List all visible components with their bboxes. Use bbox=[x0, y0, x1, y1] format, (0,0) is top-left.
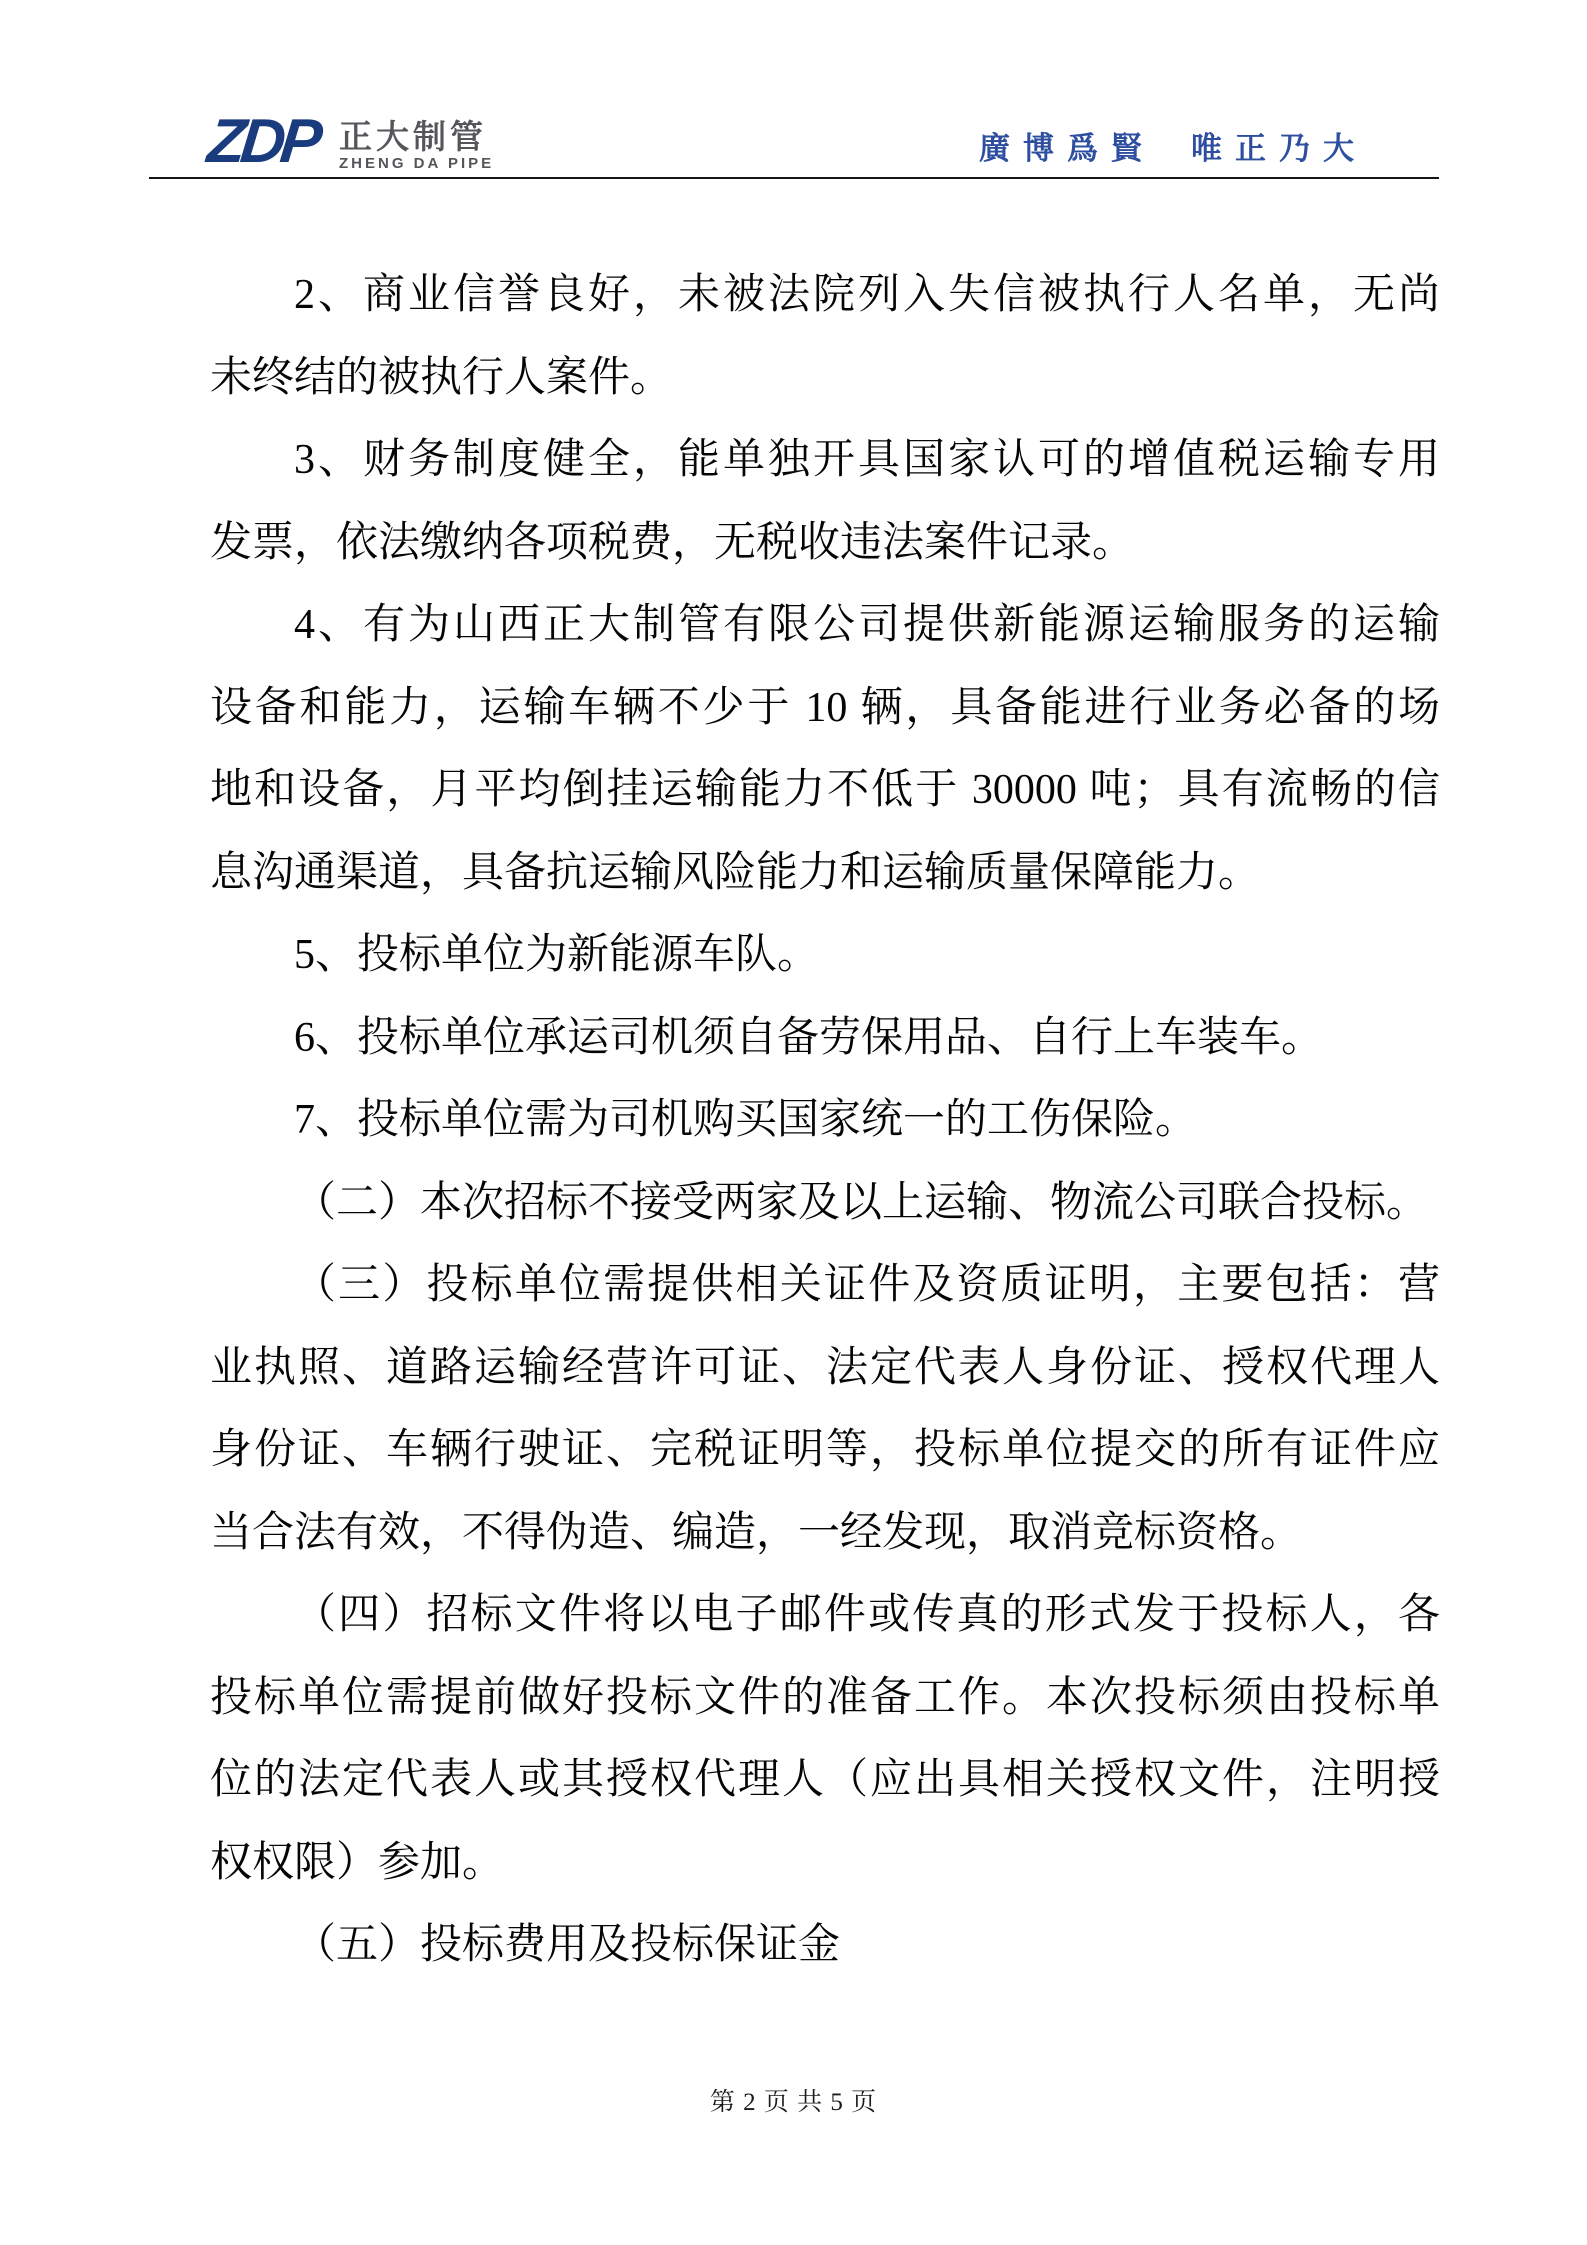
page-footer bbox=[0, 2082, 1587, 2118]
document-line: 2、商业信誉良好，未被法院列入失信被执行人名单，无尚 bbox=[294, 272, 1440, 318]
document-line: 发票，依法缴纳各项税费，无税收违法案件记录。 bbox=[210, 519, 1135, 566]
document-line: 未终结的被执行人案件。 bbox=[210, 354, 673, 401]
document-line: 权权限）参加。 bbox=[210, 1839, 505, 1886]
document-line: （三）投标单位需提供相关证件及资质证明，主要包括：营 bbox=[294, 1262, 1440, 1308]
document-line: 6、投标单位承运司机须自备劳保用品、自行上车装车。 bbox=[294, 1014, 1324, 1061]
document-line: （五）投标费用及投标保证金 bbox=[294, 1922, 841, 1968]
page-number-label: 第 2 页 共 5 页 bbox=[709, 2089, 878, 2116]
header-divider-line bbox=[149, 177, 1439, 179]
document-line: 3、财务制度健全，能单独开具国家认可的增值税运输专用 bbox=[294, 437, 1440, 483]
document-line: 身份证、车辆行驶证、完税证明等，投标单位提交的所有证件应 bbox=[210, 1427, 1440, 1473]
company-slogan bbox=[979, 132, 1367, 166]
document-line: 位的法定代表人或其授权代理人（应出具相关授权文件，注明授 bbox=[210, 1757, 1440, 1803]
logo-company-name-cn: 正大制管 bbox=[339, 118, 487, 155]
logo-company-name-en: ZHENG DA PIPE bbox=[339, 155, 495, 172]
document-line: 息沟通渠道，具备抗运输风险能力和运输质量保障能力。 bbox=[210, 849, 1261, 896]
document-line: 4、有为山西正大制管有限公司提供新能源运输服务的运输 bbox=[294, 602, 1440, 648]
document-line: 7、投标单位需为司机购买国家统一的工伤保险。 bbox=[294, 1097, 1198, 1143]
document-line: 设备和能力，运输车辆不少于 10 辆，具备能进行业务必备的场 bbox=[210, 684, 1440, 731]
document-line: 5、投标单位为新能源车队。 bbox=[294, 932, 820, 978]
document-line: （四）招标文件将以电子邮件或传真的形式发于投标人，各 bbox=[294, 1592, 1440, 1638]
slogan-part-right: 唯正乃大 bbox=[1191, 131, 1367, 166]
document-body bbox=[210, 254, 1440, 1987]
document-line: 业执照、道路运输经营许可证、法定代表人身份证、授权代理人 bbox=[210, 1344, 1440, 1391]
document-line: 投标单位需提前做好投标文件的准备工作。本次投标须由投标单 bbox=[210, 1674, 1440, 1721]
logo-zdp-mark: ZDP bbox=[204, 107, 321, 176]
document-line: 地和设备，月平均倒挂运输能力不低于 30000 吨；具有流畅的信 bbox=[210, 767, 1440, 813]
document-line: 当合法有效，不得伪造、编造，一经发现，取消竞标资格。 bbox=[210, 1509, 1303, 1556]
logo-names bbox=[339, 120, 494, 171]
document-line: （二）本次招标不接受两家及以上运输、物流公司联合投标。 bbox=[294, 1179, 1429, 1226]
slogan-part-left: 廣博爲賢 bbox=[979, 131, 1155, 166]
company-logo bbox=[204, 107, 495, 176]
